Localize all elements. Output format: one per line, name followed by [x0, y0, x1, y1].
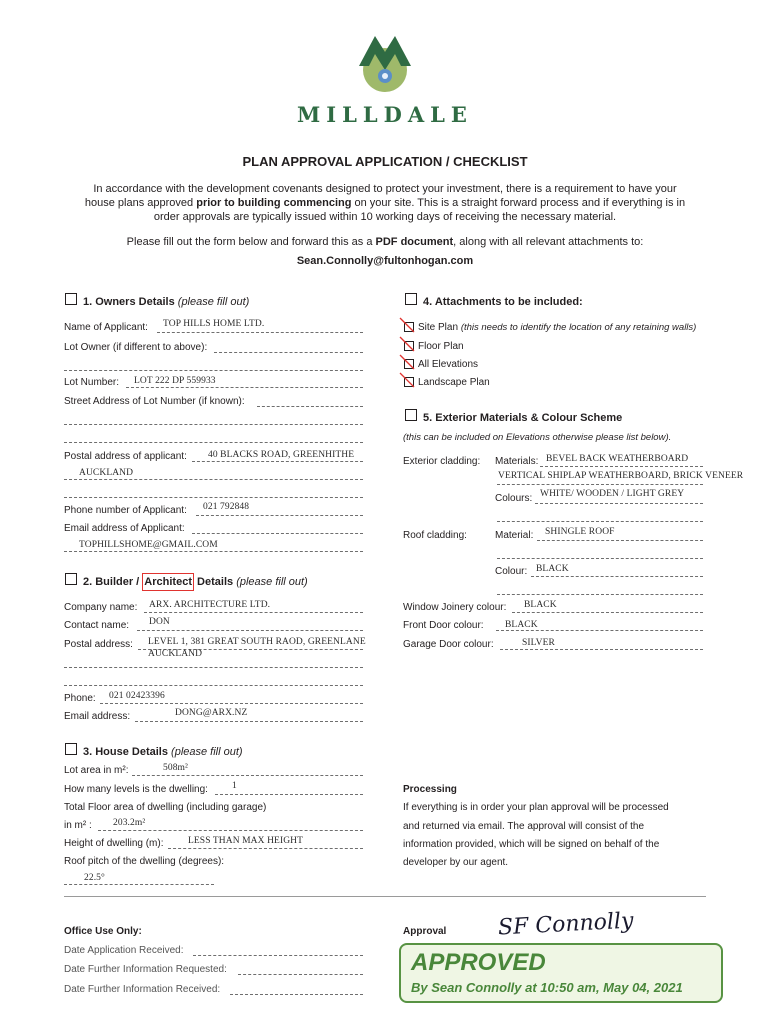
builder-email-field[interactable]	[135, 721, 363, 722]
approval-signature: SF Connolly	[497, 908, 635, 941]
intro-emphasis: prior to building commencing	[196, 197, 352, 209]
date-received-label: Date Application Received:	[64, 945, 184, 956]
landscape-plan-check-mark	[398, 371, 418, 391]
front-door-label: Front Door colour:	[403, 620, 484, 631]
roof-material-value: SHINGLE ROOF	[545, 527, 615, 537]
postal-address-field-3[interactable]	[64, 497, 363, 498]
garage-door-field[interactable]	[500, 649, 703, 650]
builder-phone-label: Phone:	[64, 693, 96, 704]
lot-number-label: Lot Number:	[64, 377, 120, 388]
date-received-field[interactable]	[193, 955, 363, 956]
company-name-value: ARX. ARCHITECTURE LTD.	[149, 600, 271, 610]
builder-postal-label: Postal address:	[64, 639, 133, 650]
owners-hint: (please fill out)	[177, 296, 250, 308]
postal-address-value-1: 40 BLACKS ROAD, GREENHITHE	[208, 450, 355, 460]
window-joinery-label: Window Joinery colour:	[403, 602, 507, 613]
builder-section-checkbox[interactable]	[65, 573, 77, 585]
contact-name-value: DON	[149, 617, 170, 627]
date-requested-field[interactable]	[238, 974, 363, 975]
house-heading-text: 3. House Details	[83, 746, 168, 758]
processing-heading: Processing	[403, 784, 457, 795]
roof-pitch-field[interactable]	[64, 884, 214, 885]
builder-heading-a: 2. Builder /	[83, 576, 143, 588]
height-label: Height of dwelling (m):	[64, 838, 164, 849]
front-door-value: BLACK	[505, 620, 538, 630]
postal-address-value-2: AUCKLAND	[79, 468, 134, 478]
floor-area-field[interactable]	[98, 830, 363, 831]
floor-plan-check-mark	[398, 335, 418, 355]
height-field[interactable]	[168, 848, 363, 849]
colours-value: WHITE/ WOODEN / LIGHT GREY	[540, 489, 685, 499]
intro-line-2a: house plans approved	[84, 197, 197, 209]
roof-colour-value: BLACK	[536, 564, 569, 574]
house-hint: (please fill out)	[171, 746, 243, 758]
all-elevations-check-mark	[398, 353, 418, 373]
lot-area-value: 508m²	[163, 763, 188, 773]
garage-door-label: Garage Door colour:	[403, 639, 494, 650]
processing-line-4: developer by our agent.	[403, 857, 509, 868]
materials-label: Materials:	[495, 456, 539, 467]
date-requested-label: Date Further Information Requested:	[64, 964, 227, 975]
roof-material-field[interactable]	[537, 540, 703, 541]
lot-owner-label: Lot Owner (if different to above):	[64, 342, 208, 353]
intro-text	[40, 182, 730, 224]
processing-line-1: If everything is in order your plan approval will be processed	[403, 802, 669, 813]
phone-value: 021 792848	[203, 502, 250, 512]
house-section-checkbox[interactable]	[65, 743, 77, 755]
company-name-field[interactable]	[144, 612, 363, 613]
garage-door-value: SILVER	[522, 638, 555, 648]
house-section-heading	[83, 746, 243, 758]
window-joinery-value: BLACK	[524, 600, 557, 610]
levels-value: 1	[232, 781, 237, 791]
phone-label: Phone number of Applicant:	[64, 505, 187, 516]
street-address-label: Street Address of Lot Number (if known):	[64, 396, 245, 407]
lot-area-label: Lot area in m²:	[64, 765, 129, 776]
intro-line-1: In accordance with the development covenants designed to protect your investment, there is a requirement to have your	[93, 183, 677, 195]
materials-value-1: BEVEL BACK WEATHERBOARD	[546, 454, 689, 464]
roof-colour-label: Colour:	[495, 566, 528, 577]
window-joinery-field[interactable]	[512, 612, 703, 613]
levels-label: How many levels is the dwelling:	[64, 784, 208, 795]
floor-area-label: Total Floor area of dwelling (including garage)	[64, 802, 267, 813]
email-label: Email address of Applicant:	[64, 523, 185, 534]
attachments-section-checkbox[interactable]	[405, 293, 417, 305]
height-value: LESS THAN MAX HEIGHT	[188, 836, 304, 846]
exterior-note: (this can be included on Elevations otherwise please list below).	[403, 432, 672, 443]
instruction-a: Please fill out the form below and forward this as a	[126, 236, 376, 248]
lot-area-field[interactable]	[132, 775, 363, 776]
builder-postal-field-2[interactable]	[64, 667, 363, 668]
instruction-text	[40, 236, 730, 248]
processing-line-2: and returned via email. The approval will consist of the	[403, 821, 645, 832]
company-name-label: Company name:	[64, 602, 138, 613]
approved-stamp-by: By Sean Connolly at 10:50 am, May 04, 2021	[411, 980, 683, 995]
instruction-pdf: PDF document	[375, 236, 454, 248]
intro-line-2	[40, 196, 730, 210]
exterior-cladding-label: Exterior cladding:	[403, 456, 481, 467]
architect-highlight: Architect	[142, 573, 194, 591]
office-use-heading: Office Use Only:	[64, 926, 142, 937]
contact-name-label: Contact name:	[64, 620, 130, 631]
materials-field[interactable]	[540, 466, 703, 467]
all-elevations-label: All Elevations	[418, 359, 479, 370]
front-door-field[interactable]	[496, 630, 703, 631]
date-further-field[interactable]	[230, 994, 363, 995]
floor-area-unit: in m² :	[64, 820, 92, 831]
email-value: TOPHILLSHOME@GMAIL.COM	[79, 540, 218, 550]
floor-area-value: 203.2m²	[113, 818, 146, 828]
colours-field[interactable]	[535, 503, 703, 504]
roof-material-field-2[interactable]	[497, 558, 703, 559]
email-field[interactable]	[192, 533, 363, 534]
milldale-wordmark: MILLDALE	[297, 102, 473, 127]
contact-name-field[interactable]	[137, 630, 363, 631]
builder-heading-c: Details	[193, 576, 234, 588]
approved-stamp-title: APPROVED	[411, 949, 546, 976]
street-address-field-3[interactable]	[64, 442, 363, 443]
builder-hint: (please fill out)	[236, 576, 308, 588]
site-plan-item	[418, 322, 696, 333]
levels-field[interactable]	[215, 794, 363, 795]
attachments-section-heading: 4. Attachments to be included:	[423, 296, 583, 308]
contact-email[interactable]: Sean.Connolly@fultonhogan.com	[296, 255, 474, 267]
builder-email-label: Email address:	[64, 711, 131, 722]
applicant-name-label: Name of Applicant:	[64, 322, 148, 333]
street-address-field[interactable]	[257, 406, 363, 407]
lot-owner-field[interactable]	[214, 352, 363, 353]
site-plan-note: (this needs to identify the location of any retaining walls)	[460, 322, 697, 333]
builder-postal-value-1: LEVEL 1, 381 GREAT SOUTH RAOD, GREENLANE	[148, 637, 366, 647]
exterior-section-checkbox[interactable]	[405, 409, 417, 421]
lot-owner-field-2[interactable]	[64, 370, 363, 371]
materials-value-2: VERTICAL SHIPLAP WEATHERBOARD, BRICK VENEER	[498, 471, 744, 481]
applicant-name-value: TOP HILLS HOME LTD.	[163, 319, 265, 329]
colours-label: Colours:	[495, 493, 533, 504]
postal-address-field-2[interactable]	[64, 479, 363, 480]
exterior-section-heading: 5. Exterior Materials & Colour Scheme	[423, 412, 623, 424]
roof-pitch-label: Roof pitch of the dwelling (degrees):	[64, 856, 225, 867]
materials-field-2[interactable]	[497, 484, 703, 485]
approved-stamp	[399, 943, 723, 1003]
instruction-c: , along with all relevant attachments to:	[453, 236, 644, 248]
postal-address-field[interactable]	[192, 461, 363, 462]
applicant-name-field[interactable]	[157, 332, 363, 333]
intro-line-3: order approvals are typically issued within 10 working days of receiving the necessary material.	[153, 211, 617, 223]
lot-number-value: LOT 222 DP 559933	[134, 376, 216, 386]
section-divider	[64, 896, 706, 897]
date-further-label: Date Further Information Received:	[64, 984, 221, 995]
phone-field[interactable]	[196, 515, 363, 516]
roof-colour-field-2[interactable]	[497, 594, 703, 595]
roof-material-label: Material:	[495, 530, 534, 541]
postal-address-label: Postal address of applicant:	[64, 451, 187, 462]
owners-heading-text: 1. Owners Details	[83, 296, 175, 308]
builder-email-value: DONG@ARX.NZ	[175, 708, 248, 718]
owners-section-heading	[83, 296, 249, 308]
owners-section-checkbox[interactable]	[65, 293, 77, 305]
builder-phone-field[interactable]	[100, 703, 363, 704]
page-title: PLAN APPROVAL APPLICATION / CHECKLIST	[242, 154, 528, 169]
site-plan-check-mark	[398, 316, 418, 336]
processing-line-3: information provided, which will be signed on behalf of the	[403, 839, 660, 850]
roof-pitch-value: 22.5°	[84, 873, 105, 883]
builder-section-heading	[83, 576, 308, 588]
builder-postal-value-2: AUCKLAND	[148, 649, 203, 659]
email-field-2[interactable]	[64, 551, 363, 552]
landscape-plan-label: Landscape Plan	[418, 377, 490, 388]
approval-label: Approval	[403, 926, 447, 937]
lot-number-field[interactable]	[126, 387, 363, 388]
colours-field-2[interactable]	[497, 521, 703, 522]
roof-cladding-label: Roof cladding:	[403, 530, 467, 541]
milldale-logo-mark	[355, 30, 415, 94]
floor-plan-label: Floor Plan	[418, 341, 464, 352]
site-plan-label: Site Plan	[418, 322, 459, 333]
builder-phone-value: 021 02423396	[109, 691, 165, 701]
street-address-field-2[interactable]	[64, 424, 363, 425]
intro-line-2c: on your site. This is a straight forward process and if everything is in	[351, 197, 686, 209]
builder-postal-field-3[interactable]	[64, 685, 363, 686]
roof-colour-field[interactable]	[531, 576, 703, 577]
